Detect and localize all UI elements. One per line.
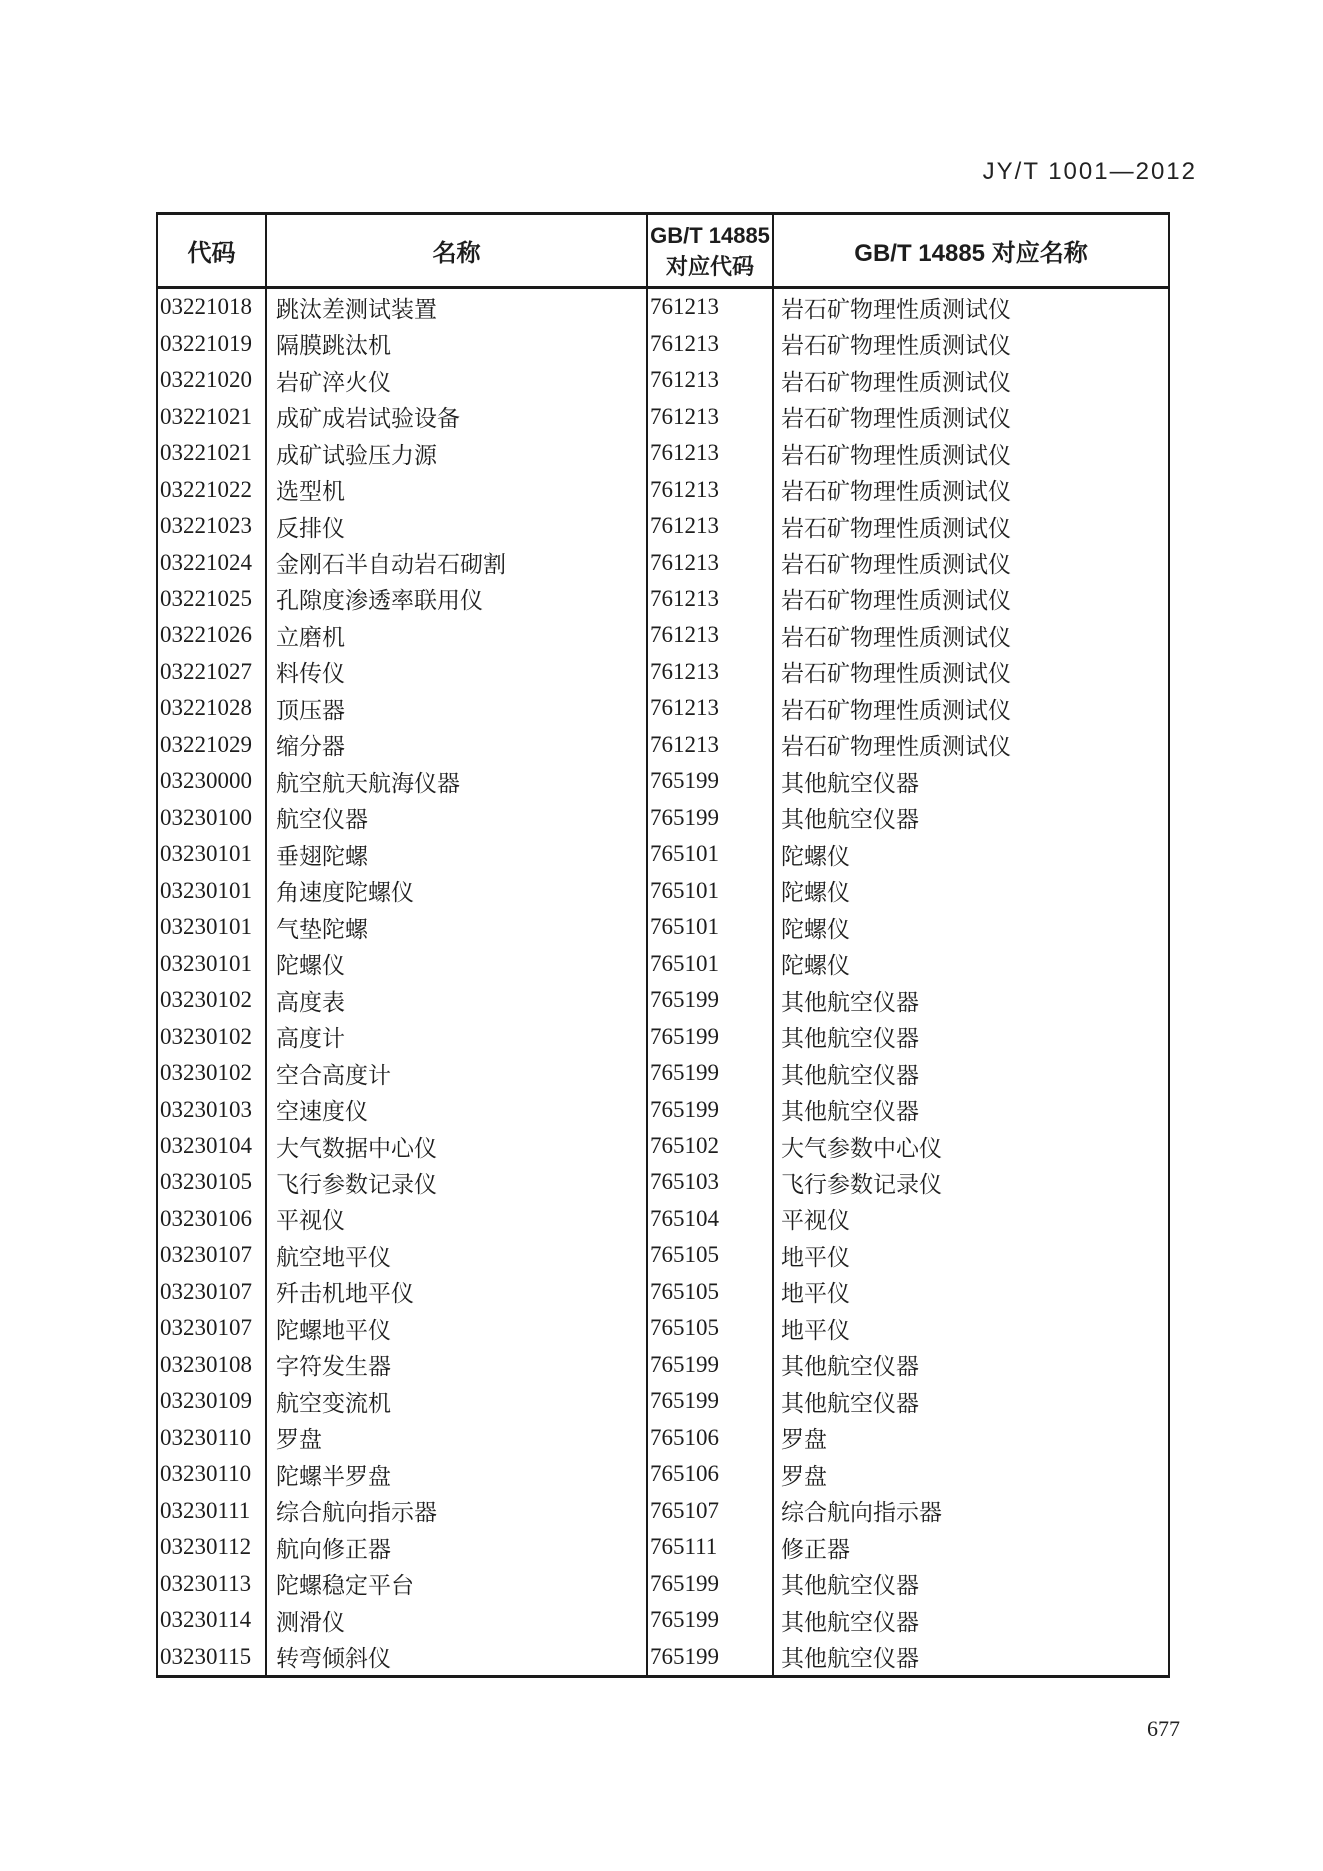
table-row [158, 289, 1168, 325]
cell-code: 03230107 [158, 1310, 267, 1346]
cell-gb-code: 765104 [648, 1201, 774, 1237]
cell-gb-name: 其他航空仪器 [781, 1390, 919, 1416]
cell-code: 03230106 [158, 1201, 267, 1237]
cell-code: 03221022 [158, 471, 267, 507]
table-row [158, 836, 1168, 872]
cell-gb-name: 岩石矿物理性质测试仪 [781, 552, 1011, 578]
cell-code: 03230107 [158, 1237, 267, 1273]
table-row [158, 1274, 1168, 1310]
cell-name: 航空航天航海仪器 [267, 763, 648, 799]
cell-name: 测滑仪 [267, 1602, 648, 1638]
cell-code: 03230113 [158, 1565, 267, 1601]
cell-gb-code: 761213 [648, 544, 774, 580]
cell-code: 03230112 [158, 1529, 267, 1565]
cell-gb-name: 地平仪 [781, 1317, 850, 1343]
cell-name: 岩矿淬火仪 [267, 362, 648, 398]
cell-gb-name: 其他航空仪器 [781, 770, 919, 796]
cell-code: 03221019 [158, 325, 267, 361]
cell-gb-name: 岩石矿物理性质测试仪 [781, 442, 1011, 468]
cell-code: 03230101 [158, 836, 267, 872]
cell-code: 03230102 [158, 1055, 267, 1091]
cell-code: 03230107 [158, 1274, 267, 1310]
cell-name: 陀螺仪 [267, 945, 648, 981]
col-header-name: 名称 [267, 215, 648, 286]
mapping-table [156, 212, 1170, 1678]
cell-gb-code: 765103 [648, 1164, 774, 1200]
cell-name: 金刚石半自动岩石砌割 [267, 544, 648, 580]
cell-name: 选型机 [267, 471, 648, 507]
cell-code: 03230000 [158, 763, 267, 799]
table-row [158, 544, 1168, 580]
cell-gb-code: 761213 [648, 581, 774, 617]
cell-gb-name: 岩石矿物理性质测试仪 [781, 588, 1011, 614]
cell-gb-code: 761213 [648, 471, 774, 507]
cell-gb-name: 陀螺仪 [781, 880, 850, 906]
cell-name: 航向修正器 [267, 1529, 648, 1565]
cell-code: 03230111 [158, 1492, 267, 1528]
cell-gb-name: 岩石矿物理性质测试仪 [781, 369, 1011, 395]
cell-gb-name: 岩石矿物理性质测试仪 [781, 661, 1011, 687]
cell-name: 航空仪器 [267, 800, 648, 836]
table-row [158, 1347, 1168, 1383]
col-header-gb-name: GB/T 14885 对应名称 [854, 240, 1088, 267]
cell-name: 缩分器 [267, 727, 648, 763]
cell-name: 陀螺地平仪 [267, 1310, 648, 1346]
cell-code: 03230108 [158, 1347, 267, 1383]
table-row [158, 435, 1168, 471]
cell-gb-name: 岩石矿物理性质测试仪 [781, 624, 1011, 650]
cell-name: 孔隙度渗透率联用仪 [267, 581, 648, 617]
col-header-gb-code-line2: 对应代码 [665, 253, 754, 279]
table-row [158, 982, 1168, 1018]
table-row [158, 1420, 1168, 1456]
cell-gb-code: 761213 [648, 435, 774, 471]
col-header-code: 代码 [158, 215, 267, 286]
cell-name: 航空变流机 [267, 1383, 648, 1419]
table-row [158, 471, 1168, 507]
cell-gb-name: 罗盘 [781, 1427, 827, 1453]
cell-gb-code: 765106 [648, 1456, 774, 1492]
cell-gb-name: 罗盘 [781, 1463, 827, 1489]
cell-gb-name: 平视仪 [781, 1208, 850, 1234]
cell-code: 03230104 [158, 1128, 267, 1164]
col-header-gb-code [648, 215, 774, 286]
cell-gb-code: 761213 [648, 654, 774, 690]
cell-name: 成矿成岩试验设备 [267, 398, 648, 434]
cell-gb-code: 765199 [648, 1638, 774, 1674]
cell-gb-code: 765199 [648, 1091, 774, 1127]
cell-gb-code: 765101 [648, 909, 774, 945]
cell-gb-code: 765101 [648, 873, 774, 909]
cell-gb-code: 765199 [648, 1602, 774, 1638]
cell-code: 03230102 [158, 982, 267, 1018]
cell-gb-name: 其他航空仪器 [781, 1646, 919, 1672]
cell-code: 03221021 [158, 398, 267, 434]
cell-name: 顶压器 [267, 690, 648, 726]
cell-gb-name: 其他航空仪器 [781, 1099, 919, 1125]
cell-name: 综合航向指示器 [267, 1492, 648, 1528]
cell-name: 陀螺半罗盘 [267, 1456, 648, 1492]
table-row [158, 763, 1168, 799]
table-row [158, 1602, 1168, 1638]
table-row [158, 1492, 1168, 1528]
cell-code: 03230105 [158, 1164, 267, 1200]
table-row [158, 1456, 1168, 1492]
cell-code: 03230110 [158, 1420, 267, 1456]
cell-gb-code: 765101 [648, 836, 774, 872]
col-header-gb-code-line1: GB/T 14885 [650, 222, 770, 248]
cell-name: 高度表 [267, 982, 648, 1018]
cell-gb-name: 岩石矿物理性质测试仪 [781, 333, 1011, 359]
table-row [158, 1638, 1168, 1674]
cell-name: 反排仪 [267, 508, 648, 544]
cell-gb-code: 761213 [648, 508, 774, 544]
cell-name: 跳汰差测试装置 [267, 289, 648, 325]
cell-gb-code: 765105 [648, 1274, 774, 1310]
cell-code: 03221027 [158, 654, 267, 690]
table-row [158, 1383, 1168, 1419]
table-row [158, 1529, 1168, 1565]
cell-code: 03221021 [158, 435, 267, 471]
table-row [158, 325, 1168, 361]
cell-name: 立磨机 [267, 617, 648, 653]
cell-code: 03230103 [158, 1091, 267, 1127]
cell-gb-name: 陀螺仪 [781, 843, 850, 869]
cell-code: 03230101 [158, 873, 267, 909]
table-row [158, 873, 1168, 909]
page-number: 677 [1147, 1716, 1180, 1741]
cell-gb-code: 765199 [648, 1383, 774, 1419]
cell-code: 03221020 [158, 362, 267, 398]
table-row [158, 1091, 1168, 1127]
table-row [158, 1237, 1168, 1273]
cell-name: 飞行参数记录仪 [267, 1164, 648, 1200]
cell-code: 03221025 [158, 581, 267, 617]
cell-code: 03221029 [158, 727, 267, 763]
cell-gb-code: 765105 [648, 1237, 774, 1273]
table-row [158, 690, 1168, 726]
table-row [158, 727, 1168, 763]
cell-gb-code: 765111 [648, 1529, 774, 1565]
cell-gb-code: 765199 [648, 1018, 774, 1054]
cell-gb-code: 765101 [648, 945, 774, 981]
cell-gb-code: 761213 [648, 617, 774, 653]
cell-gb-name: 其他航空仪器 [781, 989, 919, 1015]
cell-name: 航空地平仪 [267, 1237, 648, 1273]
cell-name: 空速度仪 [267, 1091, 648, 1127]
table-row [158, 1018, 1168, 1054]
cell-name: 角速度陀螺仪 [267, 873, 648, 909]
table-header-row [158, 215, 1168, 289]
cell-code: 03230110 [158, 1456, 267, 1492]
table-row [158, 362, 1168, 398]
table-row [158, 1128, 1168, 1164]
cell-gb-code: 765102 [648, 1128, 774, 1164]
cell-gb-name: 其他航空仪器 [781, 1573, 919, 1599]
cell-gb-name: 岩石矿物理性质测试仪 [781, 734, 1011, 760]
cell-gb-code: 761213 [648, 289, 774, 325]
cell-gb-name: 岩石矿物理性质测试仪 [781, 479, 1011, 505]
cell-gb-code: 765199 [648, 763, 774, 799]
cell-name: 气垫陀螺 [267, 909, 648, 945]
cell-gb-name: 大气参数中心仪 [781, 1135, 942, 1161]
cell-name: 罗盘 [267, 1420, 648, 1456]
cell-gb-name: 其他航空仪器 [781, 1026, 919, 1052]
cell-gb-name: 其他航空仪器 [781, 1354, 919, 1380]
table-row [158, 617, 1168, 653]
cell-code: 03221026 [158, 617, 267, 653]
cell-gb-name: 岩石矿物理性质测试仪 [781, 296, 1011, 322]
cell-gb-code: 765106 [648, 1420, 774, 1456]
cell-gb-name: 其他航空仪器 [781, 1609, 919, 1635]
table-row [158, 1164, 1168, 1200]
cell-code: 03230100 [158, 800, 267, 836]
cell-gb-code: 761213 [648, 362, 774, 398]
cell-gb-code: 765105 [648, 1310, 774, 1346]
doc-number: JY/T 1001—2012 [982, 158, 1197, 185]
cell-code: 03230101 [158, 945, 267, 981]
cell-gb-name: 岩石矿物理性质测试仪 [781, 697, 1011, 723]
cell-gb-name: 其他航空仪器 [781, 807, 919, 833]
cell-name: 垂翅陀螺 [267, 836, 648, 872]
cell-gb-name: 岩石矿物理性质测试仪 [781, 406, 1011, 432]
cell-gb-name: 岩石矿物理性质测试仪 [781, 515, 1011, 541]
cell-code: 03230114 [158, 1602, 267, 1638]
cell-gb-name: 地平仪 [781, 1281, 850, 1307]
table-row [158, 398, 1168, 434]
table-row [158, 1565, 1168, 1601]
cell-name: 空合高度计 [267, 1055, 648, 1091]
cell-name: 转弯倾斜仪 [267, 1638, 648, 1674]
cell-gb-name: 其他航空仪器 [781, 1062, 919, 1088]
cell-name: 成矿试验压力源 [267, 435, 648, 471]
cell-gb-code: 765199 [648, 800, 774, 836]
table-row [158, 945, 1168, 981]
cell-gb-code: 761213 [648, 690, 774, 726]
table-row [158, 909, 1168, 945]
cell-gb-code: 761213 [648, 727, 774, 763]
cell-name: 歼击机地平仪 [267, 1274, 648, 1310]
table-row [158, 1310, 1168, 1346]
cell-gb-code: 765107 [648, 1492, 774, 1528]
cell-name: 字符发生器 [267, 1347, 648, 1383]
cell-code: 03230101 [158, 909, 267, 945]
cell-gb-code: 765199 [648, 982, 774, 1018]
cell-gb-code: 761213 [648, 325, 774, 361]
cell-code: 03230109 [158, 1383, 267, 1419]
table-row [158, 654, 1168, 690]
cell-gb-code: 765199 [648, 1347, 774, 1383]
cell-name: 高度计 [267, 1018, 648, 1054]
cell-gb-name: 陀螺仪 [781, 916, 850, 942]
cell-code: 03221028 [158, 690, 267, 726]
cell-name: 大气数据中心仪 [267, 1128, 648, 1164]
cell-code: 03221023 [158, 508, 267, 544]
cell-gb-code: 765199 [648, 1055, 774, 1091]
cell-code: 03221024 [158, 544, 267, 580]
table-row [158, 1201, 1168, 1237]
cell-code: 03230115 [158, 1638, 267, 1674]
cell-code: 03230102 [158, 1018, 267, 1054]
table-row [158, 508, 1168, 544]
cell-gb-code: 761213 [648, 398, 774, 434]
table-row [158, 581, 1168, 617]
cell-name: 料传仪 [267, 654, 648, 690]
cell-gb-name: 陀螺仪 [781, 953, 850, 979]
table-body [158, 289, 1168, 1675]
table-row [158, 1055, 1168, 1091]
cell-gb-code: 765199 [648, 1565, 774, 1601]
table-row [158, 800, 1168, 836]
cell-name: 平视仪 [267, 1201, 648, 1237]
cell-gb-name: 修正器 [781, 1536, 850, 1562]
cell-gb-name: 地平仪 [781, 1244, 850, 1270]
cell-name: 隔膜跳汰机 [267, 325, 648, 361]
cell-gb-name: 飞行参数记录仪 [781, 1171, 942, 1197]
cell-gb-name: 综合航向指示器 [781, 1500, 942, 1526]
cell-name: 陀螺稳定平台 [267, 1565, 648, 1601]
cell-code: 03221018 [158, 289, 267, 325]
